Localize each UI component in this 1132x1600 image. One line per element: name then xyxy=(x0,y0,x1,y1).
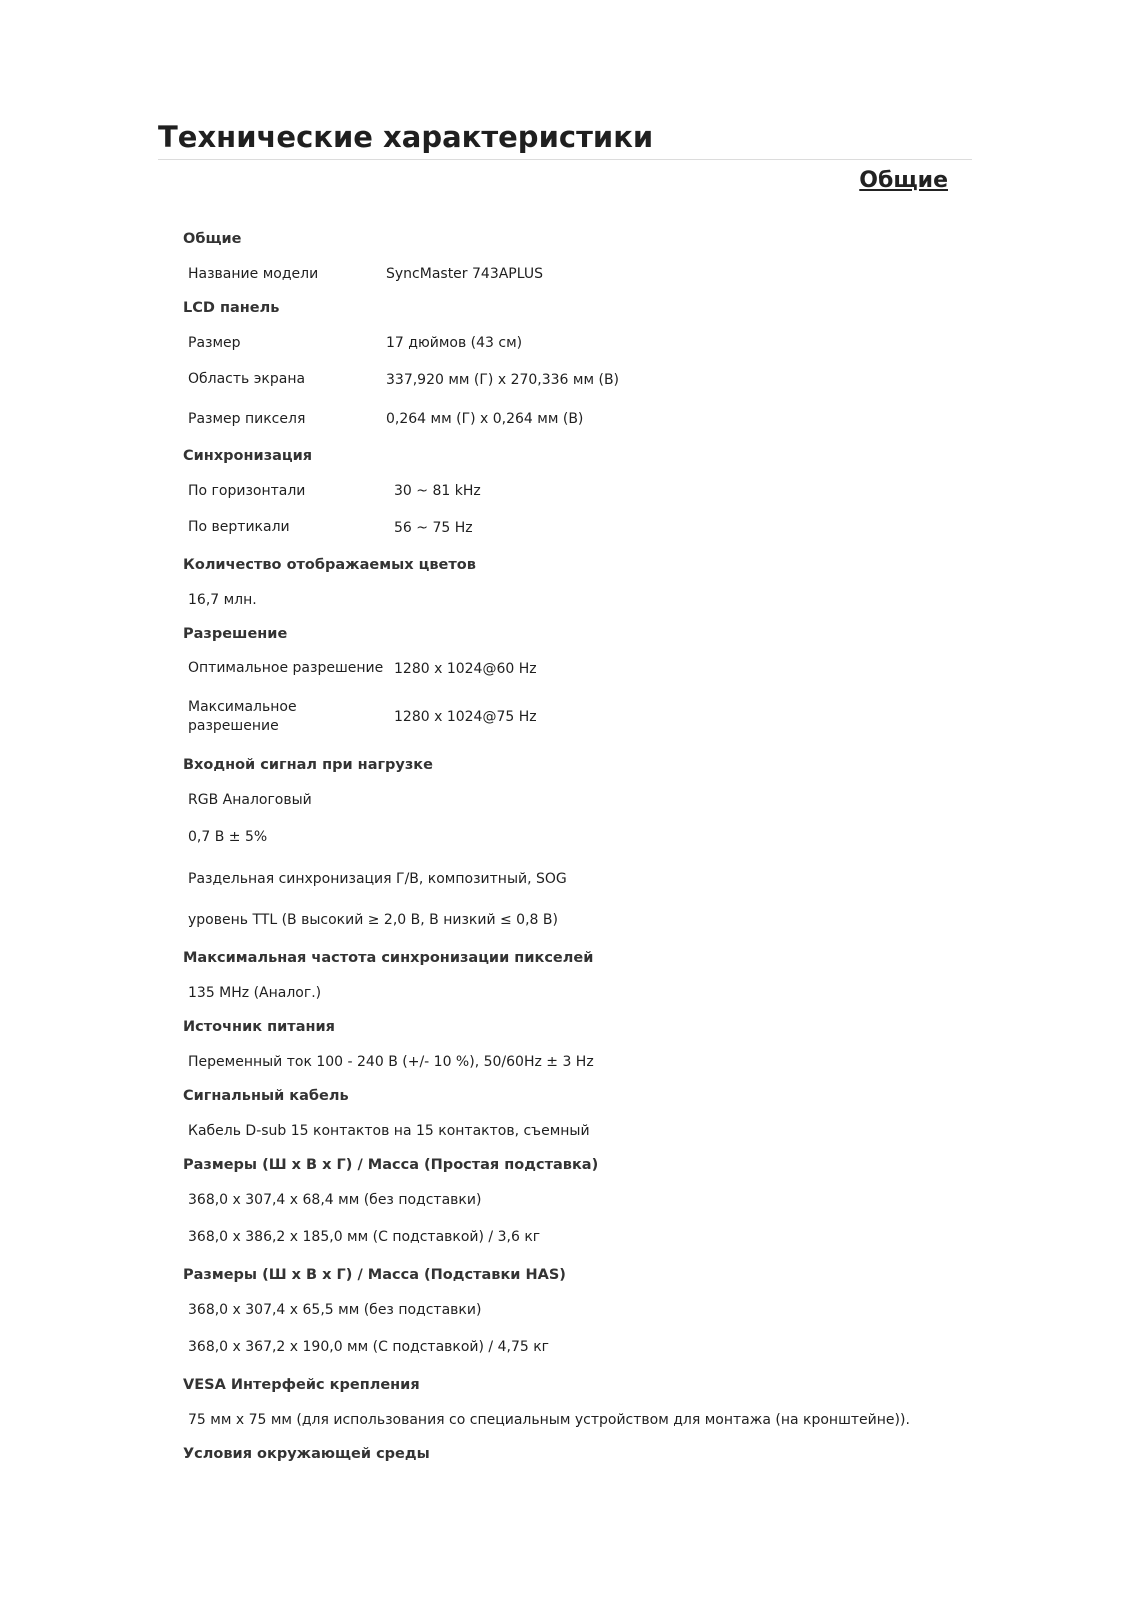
spec-value: SyncMaster 743APLUS xyxy=(386,266,543,282)
spec-line-dims-has-2: 368,0 x 367,2 x 190,0 мм (С подставкой) / 4,75 кг xyxy=(188,1339,550,1355)
spec-label: Максимальное разрешение xyxy=(188,698,297,734)
spec-line-dims-simple-2: 368,0 x 386,2 x 185,0 мм (С подставкой) / 3,6 кг xyxy=(188,1229,541,1245)
spec-value: 337,920 мм (Г) x 270,336 мм (В) xyxy=(386,371,620,388)
spec-value: 1280 x 1024@60 Hz xyxy=(394,660,537,677)
page-title: Технические характеристики xyxy=(158,118,972,160)
spec-line-power: Переменный ток 100 - 240 В (+/- 10 %), 50/60Hz ± 3 Hz xyxy=(188,1053,594,1070)
spec-line-input-1: RGB Аналоговый xyxy=(188,791,312,808)
group-heading-pixel-clock: Максимальная частота синхронизации пикселей xyxy=(183,949,594,966)
spec-label: Размер пикселя xyxy=(188,410,306,427)
spec-value: 56 ~ 75 Hz xyxy=(394,519,473,536)
spec-line-vesa: 75 мм x 75 мм (для использования со специальным устройством для монтажа (на кронштейне)). xyxy=(188,1411,910,1428)
spec-row-size xyxy=(183,326,943,360)
spec-line-input-4: уровень TTL (В высокий ≥ 2,0 В, В низкий ≤ 0,8 В) xyxy=(188,912,558,928)
spec-list xyxy=(183,222,943,1472)
group-heading-environment: Условия окружающей среды xyxy=(183,1445,430,1462)
group-heading-resolution: Разрешение xyxy=(183,625,288,642)
group-heading-vesa: VESA Интерфейс крепления xyxy=(183,1376,420,1393)
spec-value: 0,264 мм (Г) x 0,264 мм (В) xyxy=(386,411,584,428)
spec-row-pixel xyxy=(183,400,943,440)
spec-label: По вертикали xyxy=(188,519,290,536)
group-heading-lcd: LCD панель xyxy=(183,300,280,316)
spec-row-area xyxy=(183,360,943,400)
section-link-general[interactable]: Общие xyxy=(859,168,948,193)
spec-line-input-3: Раздельная синхронизация Г/В, композитный, SOG xyxy=(188,870,567,887)
spec-row-model xyxy=(183,257,943,291)
spec-line-dims-has-1: 368,0 x 307,4 x 65,5 мм (без подставки) xyxy=(188,1301,482,1318)
spec-value: 30 ~ 81 kHz xyxy=(394,483,481,499)
spec-line-cable: Кабель D-sub 15 контактов на 15 контактов, съемный xyxy=(188,1122,590,1139)
group-heading-sync: Синхронизация xyxy=(183,448,313,464)
group-heading-dims-simple: Размеры (Ш x В x Г) / Масса (Простая подставка) xyxy=(183,1156,599,1173)
spec-line-input-2: 0,7 В ± 5% xyxy=(188,829,268,845)
spec-label: Размер xyxy=(188,334,241,351)
spec-label: Область экрана xyxy=(188,371,306,388)
spec-row-horizontal xyxy=(183,474,943,508)
spec-value: 1280 x 1024@75 Hz xyxy=(394,708,537,725)
spec-row-max xyxy=(183,686,943,748)
group-heading-input-signal: Входной сигнал при нагрузке xyxy=(183,756,433,773)
spec-row-optimal xyxy=(183,652,943,686)
spec-label: По горизонтали xyxy=(188,482,306,499)
spec-value: 17 дюймов (43 см) xyxy=(386,335,523,351)
group-heading-cable: Сигнальный кабель xyxy=(183,1087,349,1104)
group-heading-colors: Количество отображаемых цветов xyxy=(183,556,476,573)
group-heading-general: Общие xyxy=(183,231,242,247)
group-heading-dims-has: Размеры (Ш x В x Г) / Масса (Подставки HAS) xyxy=(183,1266,566,1283)
spec-line-pixel-clock: 135 MHz (Аналог.) xyxy=(188,984,322,1001)
spec-row-vertical xyxy=(183,508,943,548)
spec-label: Название модели xyxy=(188,265,319,282)
spec-line-colors: 16,7 млн. xyxy=(188,591,257,608)
spec-label: Оптимальное разрешение xyxy=(188,660,384,676)
group-heading-power: Источник питания xyxy=(183,1018,335,1035)
spec-line-dims-simple-1: 368,0 x 307,4 x 68,4 мм (без подставки) xyxy=(188,1191,482,1208)
